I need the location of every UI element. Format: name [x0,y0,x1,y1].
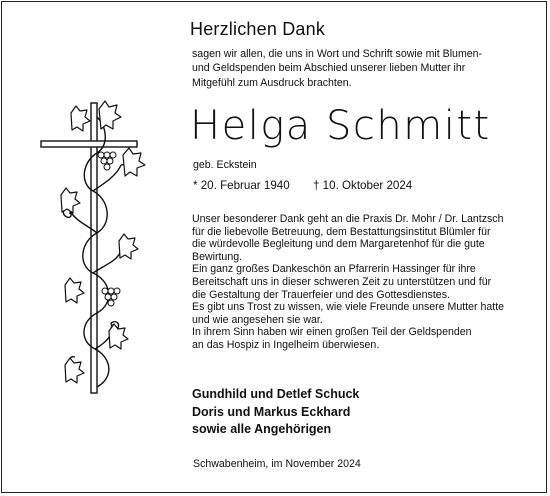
intro-line: sagen wir allen, die uns in Wort und Schrift sowie mit Blumen- [192,48,483,60]
intro-text [192,47,532,90]
thanks-text [192,213,537,352]
thanks-line: die Gestaltung der Trauerfeier und des Gottesdienstes. [192,288,450,301]
notice-heading: Herzlichen Dank [190,19,326,39]
thanks-line: und wie angesehen sie war. [192,313,323,326]
vine-leaf [71,106,90,131]
signer-line: Doris und Markus Eckhard [192,404,351,419]
vine-leaf [61,188,80,213]
vine-leaf [119,234,138,259]
vine-leaf [65,278,84,303]
thanks-line: Unser besonderer Dank geht an die Praxis Dr. Mohr / Dr. Lantzsch [192,213,504,225]
thanks-line: In ihrem Sinn haben wir einen großen Teil der Geldspenden [192,326,472,339]
intro-line: Mitgefühl zum Ausdruck brachten. [192,76,352,89]
thanks-line: Bereitschaft uns in dieser schweren Zeit zu unterstützen und für [192,275,492,288]
cross-horizontal-beam [41,141,137,147]
grape-cluster [102,288,120,306]
thanks-line: Es gibt uns Trost zu wissen, wie viele Freunde unsere Mutter hatte [192,301,505,314]
death-date: † 10. Oktober 2024 [313,179,413,192]
vine-leaf [123,148,145,176]
birth-date: * 20. Februar 1940 [193,179,290,192]
signer-line: Gundhild und Detlef Schuck [192,387,360,401]
vine-leaf [99,101,121,129]
thanks-line: Ein ganz großes Dankeschön an Pfarrerin Hassinger für ihre [192,263,476,276]
thanks-line: an das Hospiz in Ingelheim überwiesen. [192,338,380,351]
cross-with-grapevine-icon [35,95,155,395]
thanks-line: die würdevolle Begleitung und dem Margaretenhof für die gute [192,238,485,251]
thanks-line: für die liebevolle Betreuung, dem Bestattungsinstitut Blümler für [192,225,491,238]
vine-leaf [65,358,84,383]
signer-line: sowie alle Angehörigen [192,422,332,436]
maiden-name: geb. Eckstein [193,159,257,171]
signers [192,386,359,439]
thanks-line: Bewirtung. [192,250,243,263]
intro-line: und Geldspenden beim Abschied unserer lieben Mutter ihr [192,62,466,75]
grape-cluster [98,152,116,170]
deceased-name: Helga Schmitt [190,103,491,149]
place-and-date: Schwabenheim, im November 2024 [193,458,361,470]
